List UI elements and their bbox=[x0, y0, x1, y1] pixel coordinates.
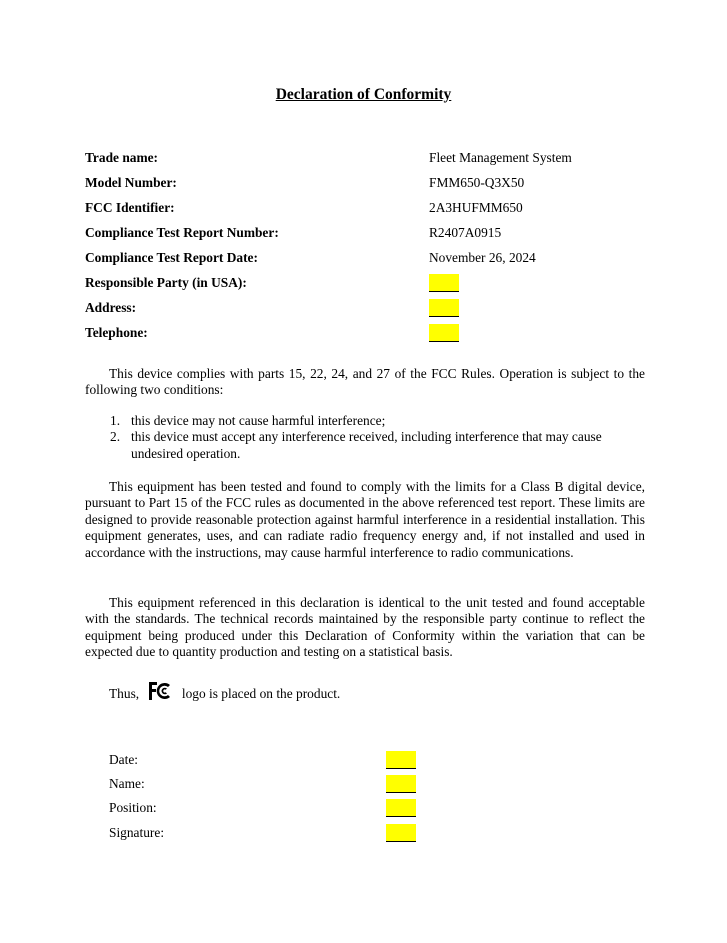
highlight-blank[interactable] bbox=[386, 799, 416, 817]
signature-field-date bbox=[109, 752, 419, 772]
field-value-blank[interactable] bbox=[429, 300, 459, 317]
field-label: Address: bbox=[85, 300, 137, 315]
field-responsible-party bbox=[85, 275, 645, 295]
equipment-paragraph: This equipment referenced in this declaration is identical to the unit tested and found acceptable with the standards. The technical records maintained by the responsible party continue to reflect the equipment being produced under this Declaration of Conformity within the variation that can be expected due to quantity production and testing on a statistical basis. bbox=[85, 595, 645, 660]
field-label: Model Number: bbox=[85, 175, 177, 190]
field-value-blank[interactable] bbox=[429, 325, 459, 342]
document-title: Declaration of Conformity bbox=[275, 86, 452, 103]
field-model-number bbox=[85, 175, 645, 195]
field-value-blank[interactable] bbox=[429, 275, 459, 292]
highlight-blank[interactable] bbox=[386, 751, 416, 769]
field-label: FCC Identifier: bbox=[85, 200, 175, 215]
field-value: November 26, 2024 bbox=[429, 250, 536, 265]
thus-suffix: logo is placed on the product. bbox=[181, 686, 341, 701]
field-test-report-number bbox=[85, 225, 645, 245]
condition-number: 2. bbox=[110, 429, 121, 445]
field-trade-name bbox=[85, 150, 645, 170]
condition-text: this device may not cause harmful interference; bbox=[131, 413, 386, 428]
signature-label: Signature: bbox=[109, 825, 165, 840]
signature-label: Name: bbox=[109, 776, 145, 791]
field-value: Fleet Management System bbox=[429, 150, 572, 165]
field-label: Trade name: bbox=[85, 150, 159, 165]
field-value: 2A3HUFMM650 bbox=[429, 200, 523, 215]
signature-field-position bbox=[109, 800, 419, 820]
highlight-blank[interactable] bbox=[386, 775, 416, 793]
highlight-blank bbox=[429, 324, 459, 342]
fcc-logo-statement bbox=[109, 681, 340, 705]
field-value: FMM650-Q3X50 bbox=[429, 175, 525, 190]
highlight-blank[interactable] bbox=[386, 824, 416, 842]
compliance-paragraph: This device complies with parts 15, 22, 24, and 27 of the FCC Rules. Operation is subject to the following two conditions: bbox=[85, 366, 645, 398]
fcc-logo-icon bbox=[148, 681, 174, 705]
field-fcc-identifier bbox=[85, 200, 645, 220]
condition-item bbox=[110, 429, 645, 462]
field-test-report-date bbox=[85, 250, 645, 270]
thus-prefix: Thus, bbox=[109, 686, 140, 701]
highlight-blank bbox=[429, 299, 459, 317]
signature-field-signature bbox=[109, 825, 419, 845]
condition-item bbox=[110, 413, 645, 429]
field-label: Compliance Test Report Date: bbox=[85, 250, 258, 265]
highlight-blank bbox=[429, 274, 459, 292]
field-address bbox=[85, 300, 645, 320]
field-telephone bbox=[85, 325, 645, 345]
signature-label: Position: bbox=[109, 800, 157, 815]
condition-number: 1. bbox=[110, 413, 121, 428]
condition-text: this device must accept any interference received, including interference that may cause undesired operation. bbox=[131, 429, 602, 461]
class-b-paragraph: This equipment has been tested and found to comply with the limits for a Class B digital device, pursuant to Part 15 of the FCC rules as documented in the above referenced test report. These limits are designed to provide reasonable protection against harmful interference in a residential installation. This equipment generates, uses, and can radiate radio frequency energy and, if not installed and used in accordance with the instructions, may cause harmful interference to radio communications. bbox=[85, 479, 645, 560]
field-label: Compliance Test Report Number: bbox=[85, 225, 279, 240]
signature-label: Date: bbox=[109, 752, 138, 767]
field-value: R2407A0915 bbox=[429, 225, 502, 240]
field-label: Responsible Party (in USA): bbox=[85, 275, 247, 290]
signature-field-name bbox=[109, 776, 419, 796]
conditions-list bbox=[110, 413, 645, 462]
field-label: Telephone: bbox=[85, 325, 148, 340]
